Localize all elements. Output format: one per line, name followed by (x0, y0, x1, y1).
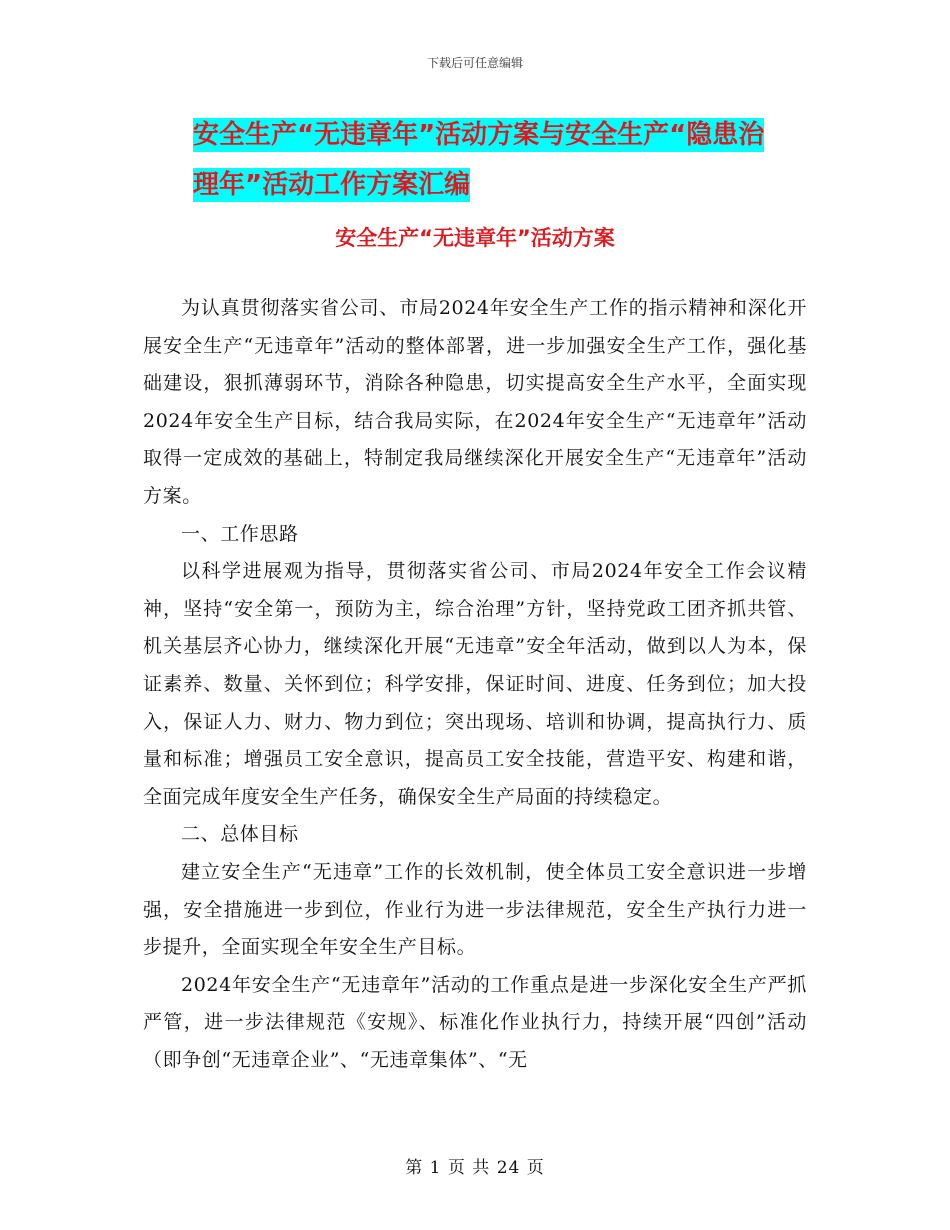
page-footer: 第 1 页 共 24 页 (405, 1158, 545, 1178)
paragraph-intro: 为认真贯彻落实省公司、市局2024年安全生产工作的指示精神和深化开展安全生产“无违章年”活动的整体部署，进一步加强安全生产工作，强化基础建设，狠抓薄弱环节，消除各种隐患，切实提高安全生产水平，全面实现2024年安全生产目标，结合我局实际，在2024年安全生产“无违章年”活动取得一定成效的基础上，特制定我局继续深化开展安全生产“无违章年”活动方案。 (143, 297, 807, 507)
main-title-line-2: 理年”活动工作方案汇编 (193, 170, 471, 200)
paragraph-overall-goal: 建立安全生产“无违章”工作的长效机制，使全体员工安全意识进一步增强，安全措施进一步到位，作业行为进一步法律规范，安全生产执行力进一步提升，全面实现全年安全生产目标。 (143, 860, 807, 959)
section-title: 安全生产“无违章年”活动方案 (335, 226, 615, 250)
heading-work-approach: 一、工作思路 (181, 522, 299, 545)
main-title-line-1: 安全生产“无违章年”活动方案与安全生产“隐患治 (193, 120, 765, 150)
header-note: 下载后可任意编辑 (426, 56, 523, 70)
paragraph-work-approach: 以科学进展观为指导，贯彻落实省公司、市局2024年安全工作会议精神，坚持“安全第一，预防为主，综合治理”方针，坚持党政工团齐抓共管、机关基层齐心协力，继续深化开展“无违章”安全年活动，做到以人为本，保证素养、数量、关怀到位；科学安排，保证时间、进度、任务到位；加大投入，保证人力、财力、物力到位；突出现场、培训和协调，提高执行力、质量和标准；增强员工安全意识，提高员工安全技能，营造平安、构建和谐，全面完成年度安全生产任务，确保安全生产局面的持续稳定。 (143, 560, 807, 808)
heading-overall-goal: 二、总体目标 (181, 823, 299, 846)
main-title (143, 110, 813, 210)
paragraph-key-work: 2024年安全生产“无违章年”活动的工作重点是进一步深化安全生产严抓严管，进一步法律规范《安规》、标准化作业执行力，持续开展“四创”活动（即争创“无违章企业”、“无违章集体”、“无 (143, 973, 807, 1071)
document-body (143, 290, 807, 1079)
